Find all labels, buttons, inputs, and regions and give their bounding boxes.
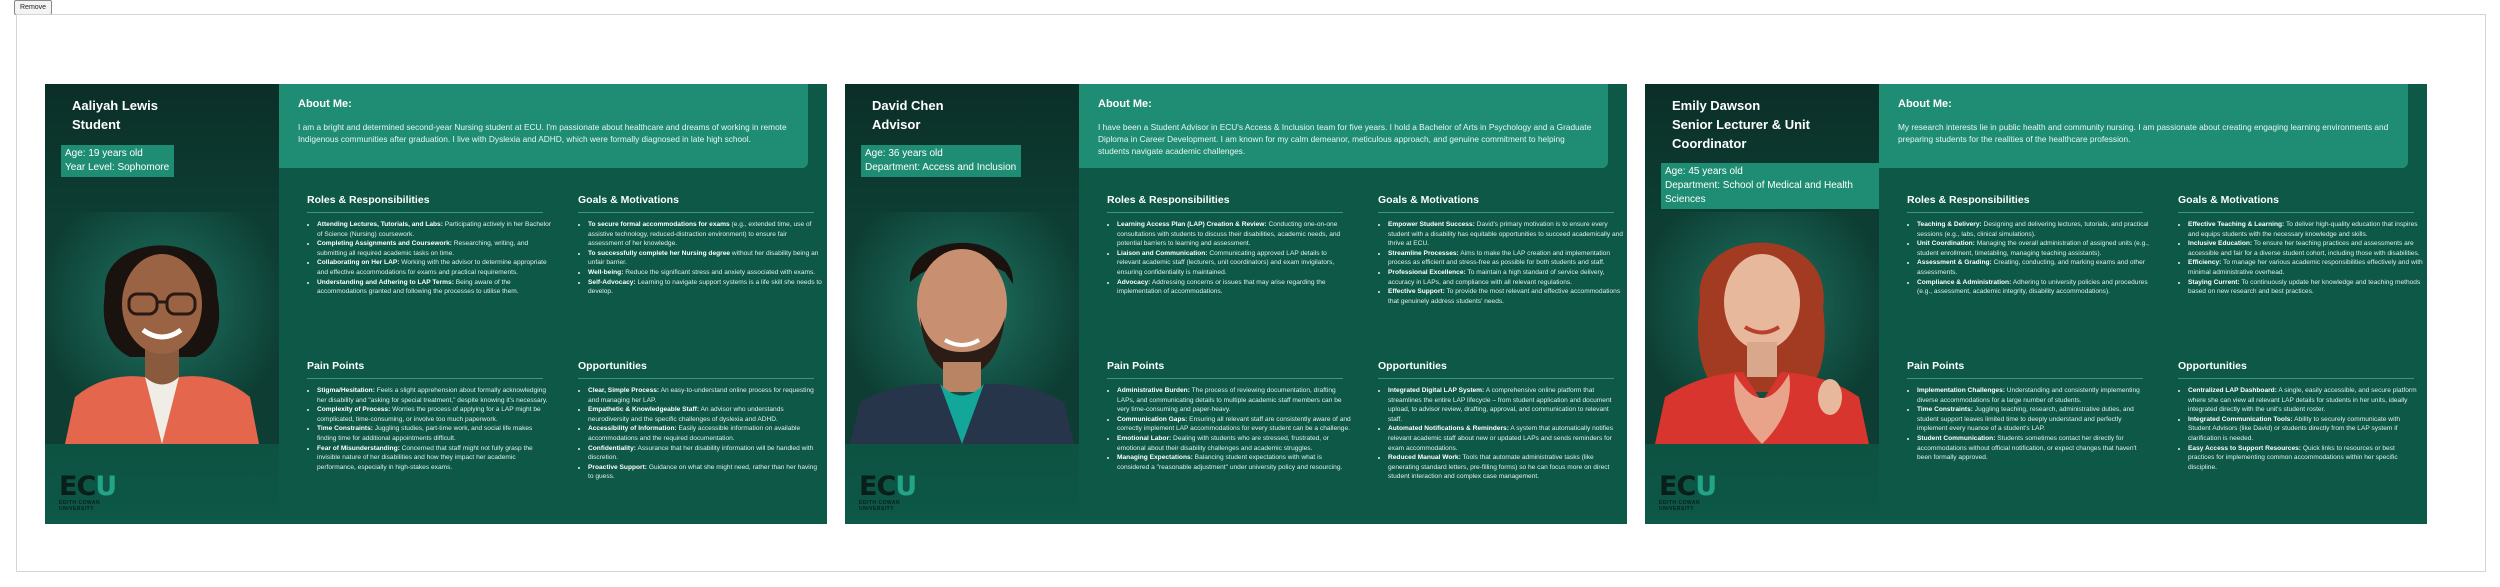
section-list	[307, 386, 552, 472]
section-title: Goals & Motivations	[2178, 194, 2279, 206]
portrait	[1645, 212, 1879, 444]
section-title: Roles & Responsibilities	[1107, 194, 1230, 206]
list-item: • Effective Support: To provide the most relevant and effective accommodations that genuinely address students' needs.	[1388, 287, 1623, 306]
list-item: • Assessment & Grading: Creating, conducting, and marking exams and other assessments.	[1917, 258, 2152, 277]
section-divider	[1907, 212, 2143, 213]
logo-text: UNIVERSITY	[859, 506, 895, 512]
list-item: • Accessibility of Information: Easily accessible information on available accommodations and the required documentation.	[588, 424, 823, 443]
section-title: Opportunities	[578, 360, 647, 372]
section-goals-motivations	[578, 194, 823, 297]
ecu-logo	[59, 473, 119, 517]
list-item: • Reduced Manual Work: Tools that automate administrative tasks (like generating standard letters, pre-filling forms) so he can focus more on direct student interaction and complex case management.	[1388, 453, 1623, 482]
info-box	[861, 145, 1021, 177]
section-divider	[1107, 378, 1343, 379]
list-item: • Managing Expectations: Balancing student expectations with what is considered a "reasonable adjustment" under university policy and resourcing.	[1117, 453, 1352, 472]
section-divider	[1378, 212, 1614, 213]
list-item: • Administrative Burden: The process of reviewing documentation, drafting LAPs, and communicating details to multiple academic staff members can be very time-consuming and paper-heavy.	[1117, 386, 1352, 415]
list-item: • Fear of Misunderstanding: Concerned that staff might not fully grasp the invisible nature of her disabilities and how they impact her academic performance, especially in high-stakes exams.	[317, 444, 552, 473]
list-item: • Empathetic & Knowledgeable Staff: An advisor who understands neurodiversity and the specific challenges of dyslexia and ADHD.	[588, 405, 823, 424]
section-roles-responsibilities	[1107, 194, 1352, 297]
persona-role: Senior Lecturer & Unit Coordinator	[1672, 117, 1810, 151]
section-list	[2178, 386, 2423, 472]
list-item: • Empower Student Success: David's primary motivation is to ensure every student with a disability has equitable opportunities to succeed academically and thrive at ECU.	[1388, 220, 1623, 249]
section-divider	[1907, 378, 2143, 379]
list-item: • Self-Advocacy: Learning to navigate support systems is a life skill she needs to develop.	[588, 278, 823, 297]
section-opportunities	[2178, 360, 2423, 472]
list-item: • Attending Lectures, Tutorials, and Labs: Participating actively in her Bachelor of Science (Nursing) coursework.	[317, 220, 552, 239]
section-title: Roles & Responsibilities	[307, 194, 430, 206]
section-divider	[2178, 212, 2414, 213]
list-item: • Understanding and Adhering to LAP Terms: Being aware of the accommodations granted and following the processes to utilise them.	[317, 278, 552, 297]
list-item: • Centralized LAP Dashboard: A single, easily accessible, and secure platform where she can view all relevant LAP details for students in her units, ideally integrated directly with the unit's student roster.	[2188, 386, 2423, 415]
list-item: • Complexity of Process: Worries the process of applying for a LAP might be complicated, time-consuming, or involve too much paperwork.	[317, 405, 552, 424]
portrait-image	[845, 212, 1079, 444]
remove-button[interactable]: Remove	[14, 0, 52, 15]
section-divider	[2178, 378, 2414, 379]
list-item: • Compliance & Administration: Adhering to university policies and procedures (e.g., assessment, academic integrity, disability accommodations).	[1917, 278, 2152, 297]
logo-mark: ECU	[1659, 471, 1717, 502]
section-divider	[1107, 212, 1343, 213]
list-item: • Student Communication: Students sometimes contact her directly for accommodations without official notification, or expect changes that haven't been formally approved.	[1917, 434, 2152, 463]
info-line: Age: 19 years old	[65, 148, 143, 159]
section-list	[1378, 386, 1623, 482]
logo-text: EDITH COWAN	[59, 500, 101, 506]
about-title: About Me:	[1898, 98, 1952, 110]
section-title: Goals & Motivations	[1378, 194, 1479, 206]
section-title: Opportunities	[2178, 360, 2247, 372]
info-line: Age: 45 years old	[1665, 166, 1743, 177]
logo-text: UNIVERSITY	[1659, 506, 1695, 512]
info-line: Year Level: Sophomore	[65, 162, 170, 173]
list-item: • Effective Teaching & Learning: To deliver high-quality education that inspires and equips students with the necessary knowledge and skills.	[2188, 220, 2423, 239]
persona-card	[845, 84, 1627, 524]
section-title: Pain Points	[1907, 360, 1965, 372]
section-divider	[578, 212, 814, 213]
section-list	[1107, 386, 1352, 472]
section-pain-points	[1907, 360, 2152, 463]
section-pain-points	[307, 360, 552, 472]
list-item: • Professional Excellence: To maintain a high standard of service delivery, accuracy in LAPs, and compliance with all relevant regulations.	[1388, 268, 1623, 287]
portrait	[45, 212, 279, 444]
logo-mark: ECU	[859, 471, 917, 502]
profile-column	[845, 84, 1079, 524]
info-line: Department: Access and Inclusion	[865, 162, 1017, 173]
section-list	[307, 220, 552, 297]
persona-fullname: David Chen	[872, 98, 944, 113]
list-item: • Collaborating on Her LAP: Working with the advisor to determine appropriate and effective accommodations for exams and practical requirements.	[317, 258, 552, 277]
section-list	[2178, 220, 2423, 297]
persona-role: Student	[72, 117, 121, 132]
portrait-image	[1645, 212, 1879, 444]
list-item: • Integrated Digital LAP System: A comprehensive online platform that streamlines the entire LAP lifecycle – from student application and document upload, to advisor review, drafting, approval, and communication to relevant staff.	[1388, 386, 1623, 424]
section-list	[578, 386, 823, 482]
logo-text: EDITH COWAN	[1659, 500, 1701, 506]
info-box	[61, 145, 174, 177]
logo-mark: ECU	[59, 471, 117, 502]
portrait	[845, 212, 1079, 444]
section-goals-motivations	[1378, 194, 1623, 306]
list-item: • Completing Assignments and Coursework: Researching, writing, and submitting all required academic tasks on time.	[317, 239, 552, 258]
about-panel	[279, 84, 808, 168]
list-item: • Unit Coordination: Managing the overall administration of assigned units (e.g., student enrollment, timetabling, managing teaching assistants).	[1917, 239, 2152, 258]
section-title: Pain Points	[1107, 360, 1165, 372]
list-item: • Learning Access Plan (LAP) Creation & Review: Conducting one-on-one consultations with students to discuss their disabilities, academic needs, and potential barriers to learning and assessment.	[1117, 220, 1352, 249]
list-item: • Time Constraints: Juggling teaching, research, administrative duties, and student support leaves limited time to deeply understand and perfectly implement every nuance of a student's LAP.	[1917, 405, 2152, 434]
about-panel	[1879, 84, 2408, 168]
list-item: • Advocacy: Addressing concerns or issues that may arise regarding the implementation of accommodations.	[1117, 278, 1352, 297]
profile-column	[1645, 84, 1879, 524]
list-item: • Proactive Support: Guidance on what she might need, rather than her having to guess.	[588, 463, 823, 482]
list-item: • Teaching & Delivery: Designing and delivering lectures, tutorials, and practical sessions (e.g., labs, clinical simulations).	[1917, 220, 2152, 239]
section-title: Pain Points	[307, 360, 365, 372]
section-divider	[307, 378, 543, 379]
about-text: My research interests lie in public health and community nursing. I am passionate about creating engaging learning environments and preparing students for the realities of the healthcare profession.	[1898, 122, 2389, 144]
persona-fullname: Emily Dawson	[1672, 98, 1761, 113]
persona-name	[72, 96, 272, 134]
about-title: About Me:	[1098, 98, 1152, 110]
section-divider	[578, 378, 814, 379]
section-list	[1107, 220, 1352, 297]
section-opportunities	[1378, 360, 1623, 482]
list-item: • Automated Notifications & Reminders: A system that automatically notifies relevant academic staff about new or updated LAPs and sends reminders for exam accommodations.	[1388, 424, 1623, 453]
list-item: • Communication Gaps: Ensuring all relevant staff are consistently aware of and correctly implement LAP accommodations for every student can be a challenge.	[1117, 415, 1352, 434]
list-item: • Stigma/Hesitation: Feels a slight apprehension about formally acknowledging her disability and "asking for special treatment," despite knowing it's necessary.	[317, 386, 552, 405]
list-item: • To secure formal accommodations for exams (e.g., extended time, use of assistive technology, reduced-distraction environment) to ensure fair assessment of her knowledge.	[588, 220, 823, 249]
list-item: • Integrated Communication Tools: Ability to securely communicate with Student Advisors (like David) or students directly from the LAP system if clarification is needed.	[2188, 415, 2423, 444]
logo-text: EDITH COWAN	[859, 500, 901, 506]
section-goals-motivations	[2178, 194, 2423, 297]
section-list	[578, 220, 823, 297]
section-title: Goals & Motivations	[578, 194, 679, 206]
about-title: About Me:	[298, 98, 352, 110]
list-item: • Implementation Challenges: Understanding and consistently implementing diverse accommodations for a large number of students.	[1917, 386, 2152, 405]
section-divider	[1378, 378, 1614, 379]
list-item: • Staying Current: To continuously update her knowledge and teaching methods based on new research and best practices.	[2188, 278, 2423, 297]
profile-column	[45, 84, 279, 524]
list-item: • Liaison and Communication: Communicating approved LAP details to relevant academic staff (lecturers, unit coordinators) and exam invigilators, ensuring confidentiality is maintained.	[1117, 249, 1352, 278]
section-title: Opportunities	[1378, 360, 1447, 372]
section-title: Roles & Responsibilities	[1907, 194, 2030, 206]
info-line: Department: School of Medical and Health Sciences	[1665, 180, 1853, 205]
ecu-logo	[1659, 473, 1719, 517]
list-item: • Efficiency: To manage her various academic responsibilities effectively and with minimal administrative overhead.	[2188, 258, 2423, 277]
section-divider	[307, 212, 543, 213]
persona-name	[872, 96, 1072, 134]
about-text: I have been a Student Advisor in ECU's Access & Inclusion team for five years. I hold a Bachelor of Arts in Psychology and a Graduate Diploma in Career Development. I am known for my calm demeanor, meticulous approach, and genuine commitment to helping students navigate academic challenges.	[1098, 122, 1592, 156]
persona-role: Advisor	[872, 117, 921, 132]
info-box	[1661, 163, 1879, 209]
section-roles-responsibilities	[307, 194, 552, 297]
section-pain-points	[1107, 360, 1352, 472]
section-opportunities	[578, 360, 823, 482]
list-item: • Time Constraints: Juggling studies, part-time work, and social life makes finding time for additional appointments difficult.	[317, 424, 552, 443]
logo-text: UNIVERSITY	[59, 506, 95, 512]
persona-fullname: Aaliyah Lewis	[72, 98, 158, 113]
list-item: • Inclusive Education: To ensure her teaching practices and assessments are accessible and fair for a diverse student cohort, including those with disabilities.	[2188, 239, 2423, 258]
ecu-logo	[859, 473, 919, 517]
about-text: I am a bright and determined second-year Nursing student at ECU. I'm passionate about healthcare and dreams of working in remote Indigenous communities after graduation. I live with Dyslexia and ADHD, which were formally diagnosed in late high school.	[298, 122, 787, 144]
list-item: • Clear, Simple Process: An easy-to-understand online process for requesting and managing her LAP.	[588, 386, 823, 405]
persona-card	[1645, 84, 2427, 524]
info-line: Age: 36 years old	[865, 148, 943, 159]
list-item: • Emotional Labor: Dealing with students who are stressed, frustrated, or emotional about their disability challenges and academic struggles.	[1117, 434, 1352, 453]
persona-name	[1672, 96, 1872, 153]
section-list	[1907, 220, 2152, 297]
list-item: • Streamline Processes: Aims to make the LAP creation and implementation process as efficient and stress-free as possible for both students and staff.	[1388, 249, 1623, 268]
persona-card	[45, 84, 827, 524]
list-item: • Confidentiality: Assurance that her disability information will be handled with discretion.	[588, 444, 823, 463]
section-list	[1378, 220, 1623, 306]
list-item: • Well-being: Reduce the significant stress and anxiety associated with exams.	[588, 268, 823, 278]
section-roles-responsibilities	[1907, 194, 2152, 297]
portrait-image	[45, 212, 279, 444]
section-list	[1907, 386, 2152, 463]
list-item: • Easy Access to Support Resources: Quick links to resources or best practices for implementing common accommodations within her specific discipline.	[2188, 444, 2423, 473]
about-panel	[1079, 84, 1608, 168]
list-item: • To successfully complete her Nursing degree without her disability being an unfair barrier.	[588, 249, 823, 268]
